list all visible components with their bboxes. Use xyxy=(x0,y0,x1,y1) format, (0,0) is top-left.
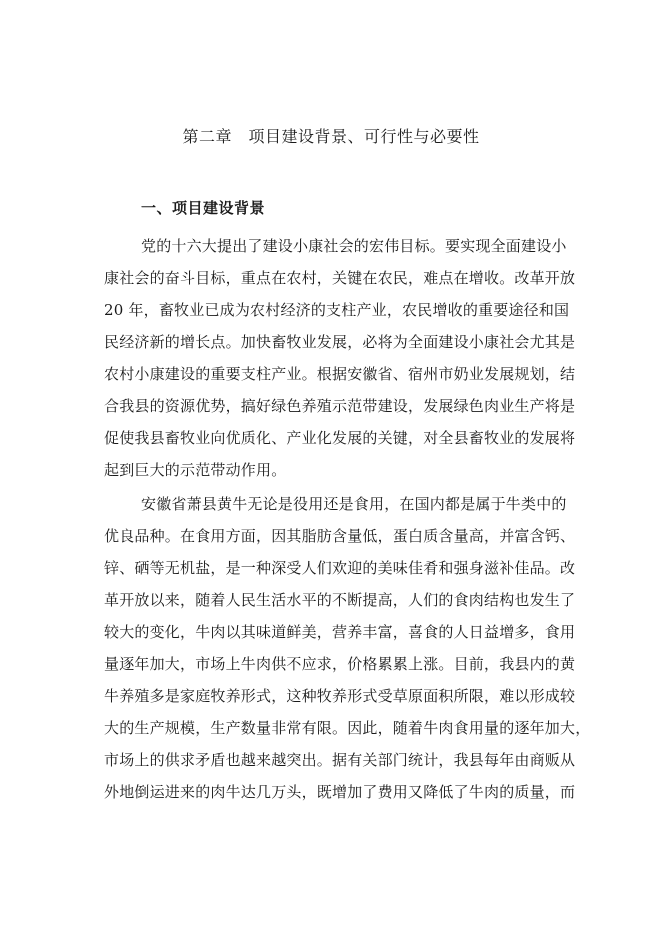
text-line: 起到巨大的示范带动作用。 xyxy=(104,461,287,479)
text-line: 量逐年加大，市场上牛肉供不应求，价格累累上涨。目前，我县内的黄 xyxy=(104,655,576,673)
text-line: 大的生产规模，生产数量非常有限。因此，随着牛肉食用量的逐年加大， xyxy=(104,719,591,737)
text-line: 党的十六大提出了建设小康社会的宏伟目标。要实现全面建设小 xyxy=(141,237,567,255)
text-line: 外地倒运进来的肉牛达几万头，既增加了费用又降低了牛肉的质量，而 xyxy=(104,783,576,801)
chapter-title: 第二章 项目建设背景、可行性与必要性 xyxy=(182,127,480,146)
text-line: 较大的变化，牛肉以其味道鲜美，营养丰富，喜食的人日益增多，食用 xyxy=(104,623,576,641)
text-line: 合我县的资源优势，搞好绿色养殖示范带建设，发展绿色肉业生产将是 xyxy=(104,397,576,415)
text-line: 锌、硒等无机盐，是一种深受人们欢迎的美味佳肴和强身滋补佳品。改 xyxy=(104,559,576,577)
text-line: 牛养殖多是家庭牧养形式，这种牧养形式受草原面积所限，难以形成较 xyxy=(104,687,576,705)
text-line: 市场上的供求矛盾也越来越突出。据有关部门统计，我县每年由商贩从 xyxy=(104,751,576,769)
text-line: 促使我县畜牧业向优质化、产业化发展的关键，对全县畜牧业的发展将 xyxy=(104,429,576,447)
section-heading: 一、项目建设背景 xyxy=(141,199,266,217)
text-line: 安徽省萧县黄牛无论是役用还是食用，在国内都是属于牛类中的 xyxy=(141,495,567,513)
text-line: 优良品种。在食用方面，因其脂肪含量低，蛋白质含量高，并富含钙、 xyxy=(104,527,576,545)
text-line: 革开放以来，随着人民生活水平的不断提高，人们的食肉结构也发生了 xyxy=(104,591,576,609)
text-line: 20 年，畜牧业已成为农村经济的支柱产业，农民增收的重要途径和国 xyxy=(104,301,570,319)
text-line: 农村小康建设的重要支柱产业。根据安徽省、宿州市奶业发展规划，结 xyxy=(104,365,576,383)
text-line: 康社会的奋斗目标，重点在农村，关键在农民，难点在增收。改革开放 xyxy=(104,269,576,287)
text-line: 民经济新的增长点。加快畜牧业发展，必将为全面建设小康社会尤其是 xyxy=(104,333,576,351)
